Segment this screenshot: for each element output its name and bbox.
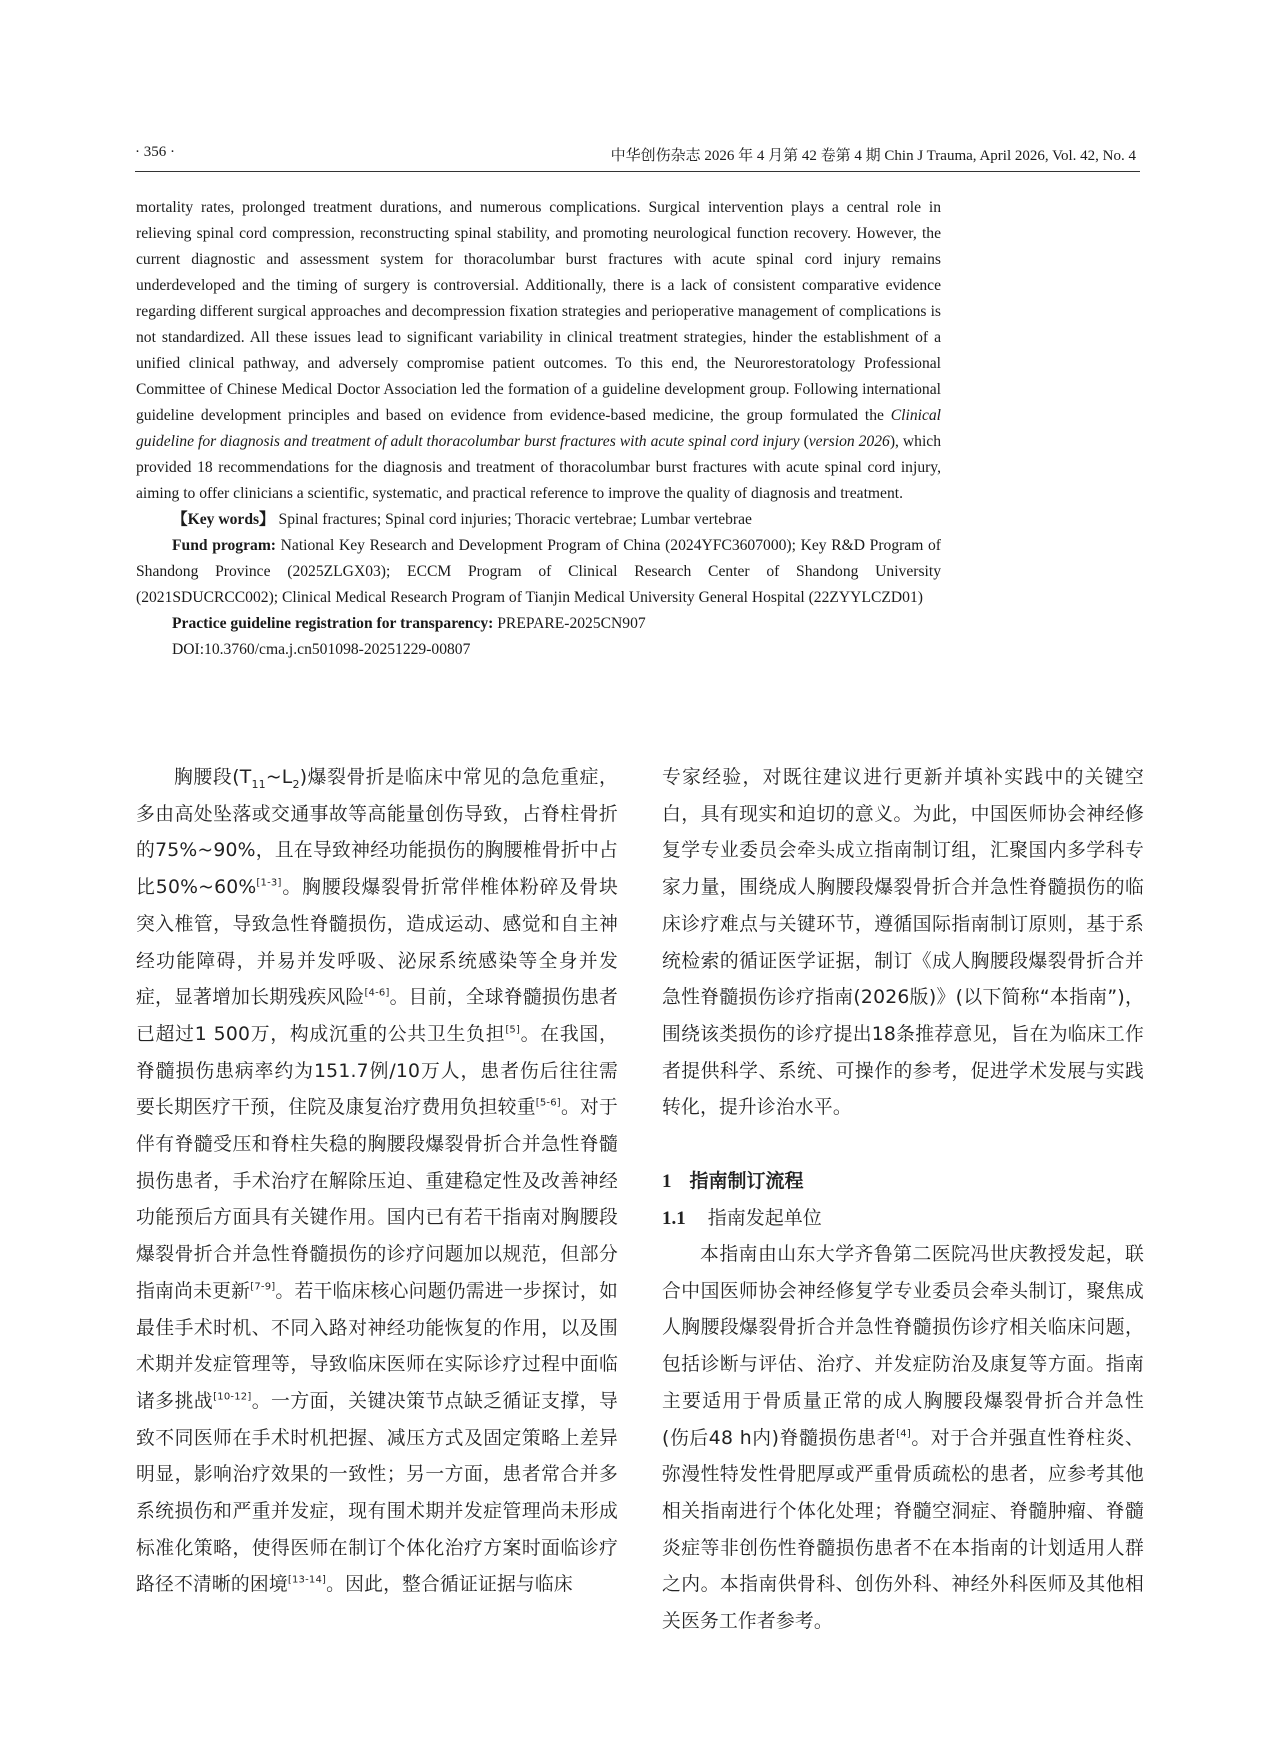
body-text: 胸腰段(T: [174, 767, 252, 788]
subsection-number: 1.1: [662, 1208, 686, 1230]
body-text: 。对于伴有脊髓受压和脊柱失稳的胸腰段爆裂骨折合并急性脊髓损伤患者，手术治疗在解除压迫、重建稳定性及改善神经功能预后方面具有关键作用。国内已有若干指南对胸腰段爆裂骨折合并急性脊髓损伤的诊疗问题加以规范，但部分指南尚未更新: [136, 1097, 618, 1302]
body-text: 本指南由山东大学齐鲁第二医院冯世庆教授发起，联合中国医师协会神经修复学专业委员会牵头制订，聚焦成人胸腰段爆裂骨折合并急性脊髓损伤诊疗相关临床问题，包括诊断与评估、治疗、并发症防治及康复等方面。指南主要适用于骨质量正常的成人胸腰段爆裂骨折合并急性(伤后48 h内)脊髓损伤患者: [662, 1244, 1144, 1449]
body-text: 。对于合并强直性脊柱炎、弥漫性特发性骨肥厚或严重骨质疏松的患者，应参考其他相关指南进行个体化处理；脊髓空洞症、脊髓肿瘤、脊髓炎症等非创伤性脊髓损伤患者不在本指南的计划适用人群之内。本指南供骨科、创伤外科、神经外科医师及其他相关医务工作者参考。: [662, 1427, 1144, 1633]
section-number: 1: [662, 1171, 672, 1193]
subsection-title: 指南发起单位: [707, 1207, 822, 1230]
body-text: 。一方面，关键决策节点缺乏循证支撑，导致不同医师在手术时机把握、减压方式及固定策略上差异明显，影响治疗效果的一致性；另一方面，患者常合并多系统损伤和严重并发症，现有围术期并发症管理尚未形成标准化策略，使得医师在制订个体化治疗方案时面临诊疗路径不清晰的困境: [136, 1390, 618, 1596]
body-text: 。因此，整合循证证据与临床: [326, 1574, 573, 1596]
registration-line: [136, 611, 941, 637]
doi: DOI:10.3760/cma.j.cn501098-20251229-00807: [172, 641, 471, 658]
guideline-title: Clinical guideline for diagnosis and treatment of adult thoracolumbar burst fractures with acute spinal cord injury: [136, 407, 941, 450]
citation[interactable]: [10-12]: [213, 1391, 252, 1403]
english-abstract: [136, 195, 941, 663]
subsection-heading: [662, 1200, 1144, 1237]
section-title: 指南制订流程: [689, 1170, 804, 1193]
running-head: 中华创伤杂志 2026 年 4 月第 42 卷第 4 期 Chin J Trauma, April 2026, Vol. 42, No. 4: [610, 148, 1136, 164]
registration-label: Practice guideline registration for transparency:: [172, 615, 494, 632]
page-number: · 356 ·: [135, 144, 175, 160]
citation[interactable]: [5]: [505, 1024, 521, 1036]
body-text: 。在我国，脊髓损伤患病率约为151.7例/10万人，患者伤后往往需要长期医疗干预，住院及康复治疗费用负担较重: [136, 1023, 618, 1119]
citation[interactable]: [4-6]: [364, 987, 390, 999]
guideline-version: version 2026: [808, 433, 890, 450]
section-paragraph: [662, 1237, 1144, 1641]
abstract-text: ), which provided 18 recommendations for the diagnosis and treatment of thoracolumbar burst fractures with acute spinal cord injury, aiming to offer clinicians a scientific, systematic, and practical reference to improve the quality of diagnosis and treatment.: [136, 433, 941, 502]
keywords: Spinal fractures; Spinal cord injuries; Thoracic vertebrae; Lumbar vertebrae: [274, 511, 752, 528]
body-text: 。若干临床核心问题仍需进一步探讨，如最佳手术时机、不同入路对神经功能恢复的作用，以及围术期并发症管理等，导致临床医师在实际诊疗过程中面临诸多挑战: [136, 1280, 618, 1412]
abstract-text: mortality rates, prolonged treatment durations, and numerous complications. Surgical intervention plays a central role in relieving spinal cord compression, reconstructing spinal stability, and promoting neurological function recovery. However, the current diagnostic and assessment system for thoracolumbar burst fractures with acute spinal cord injury remains underdeveloped and the timing of surgery is controversial. Additionally, there is a lack of consistent comparative evidence regarding different surgical approaches and decompression fixation strategies and perioperative management of complications is not standardized. All these issues lead to significant variability in clinical treatment strategies, hinder the establishment of a unified clinical pathway, and adversely compromise patient outcomes. To this end, the Neurorestoratology Professional Committee of Chinese Medical Doctor Association led the formation of a guideline development group. Following international guideline development principles and based on evidence from evidence-based medicine, the group formulated the: [136, 199, 941, 424]
intro-continued: [662, 760, 1144, 1127]
keywords-label: 【Key words】: [172, 511, 275, 528]
body-text: 。目前，全球脊髓损伤患者已超过1 500万，构成沉重的公共卫生负担: [136, 987, 619, 1045]
doi-line: [136, 637, 941, 663]
keywords-line: [136, 507, 941, 533]
right-column: [662, 760, 1144, 1641]
abstract-text: (: [799, 433, 809, 450]
section-heading: [662, 1163, 1144, 1200]
citation[interactable]: [4]: [896, 1428, 911, 1440]
left-column: [136, 760, 618, 1604]
header-rule: [135, 171, 1140, 172]
abstract-paragraph: [136, 195, 941, 507]
citation[interactable]: [1-3]: [256, 877, 282, 889]
citation[interactable]: [7-9]: [250, 1281, 276, 1293]
body-text: ~L: [265, 767, 293, 788]
body-text: 专家经验，对既往建议进行更新并填补实践中的关键空白，具有现实和迫切的意义。为此，中国医师协会神经修复学专业委员会牵头成立指南制订组，汇聚国内多学科专家力量，围绕成人胸腰段爆裂骨折合并急性脊髓损伤的临床诊疗难点与关键环节，遵循国际指南制订原则，基于系统检索的循证医学证据，制订《成人胸腰段爆裂骨折合并急性脊髓损伤诊疗指南(2026版)》(以下简称“本指南”)，围绕该类损伤的诊疗提出18条推荐意见，旨在为临床工作者提供科学、系统、可操作的参考，促进学术发展与实践转化，提升诊治水平。: [662, 767, 1144, 1119]
citation[interactable]: [13-14]: [287, 1575, 327, 1587]
fund-program: [136, 533, 941, 611]
fund-label: Fund program:: [172, 537, 276, 554]
registration-id: PREPARE-2025CN907: [493, 615, 646, 632]
fund-text: National Key Research and Development Program of China (2024YFC3607000); Key R&D Program of Shandong Province (2025ZLGX03); ECCM Program of Clinical Research Center of Shandong University (2021SDUCRCC002); Clinical Medical Research Program of Tianjin Medical University General Hospital (22ZYYLCZD01): [136, 537, 941, 606]
citation[interactable]: [5-6]: [535, 1098, 561, 1110]
subscript: 2: [292, 777, 300, 791]
intro-paragraph: [136, 760, 618, 1604]
subscript: 11: [251, 777, 266, 791]
body-text: )爆裂骨折是临床中常见的急危重症，多由高处坠落或交通事故等高能量创伤导致，占脊柱骨折的75%~90%，且在导致神经功能损伤的胸腰椎骨折中占比50%~60%: [136, 767, 618, 899]
body-text: 。胸腰段爆裂骨折常伴椎体粉碎及骨块突入椎管，导致急性脊髓损伤，造成运动、感觉和自主神经功能障碍，并易并发呼吸、泌尿系统感染等全身并发症，显著增加长期残疾风险: [136, 877, 618, 1009]
